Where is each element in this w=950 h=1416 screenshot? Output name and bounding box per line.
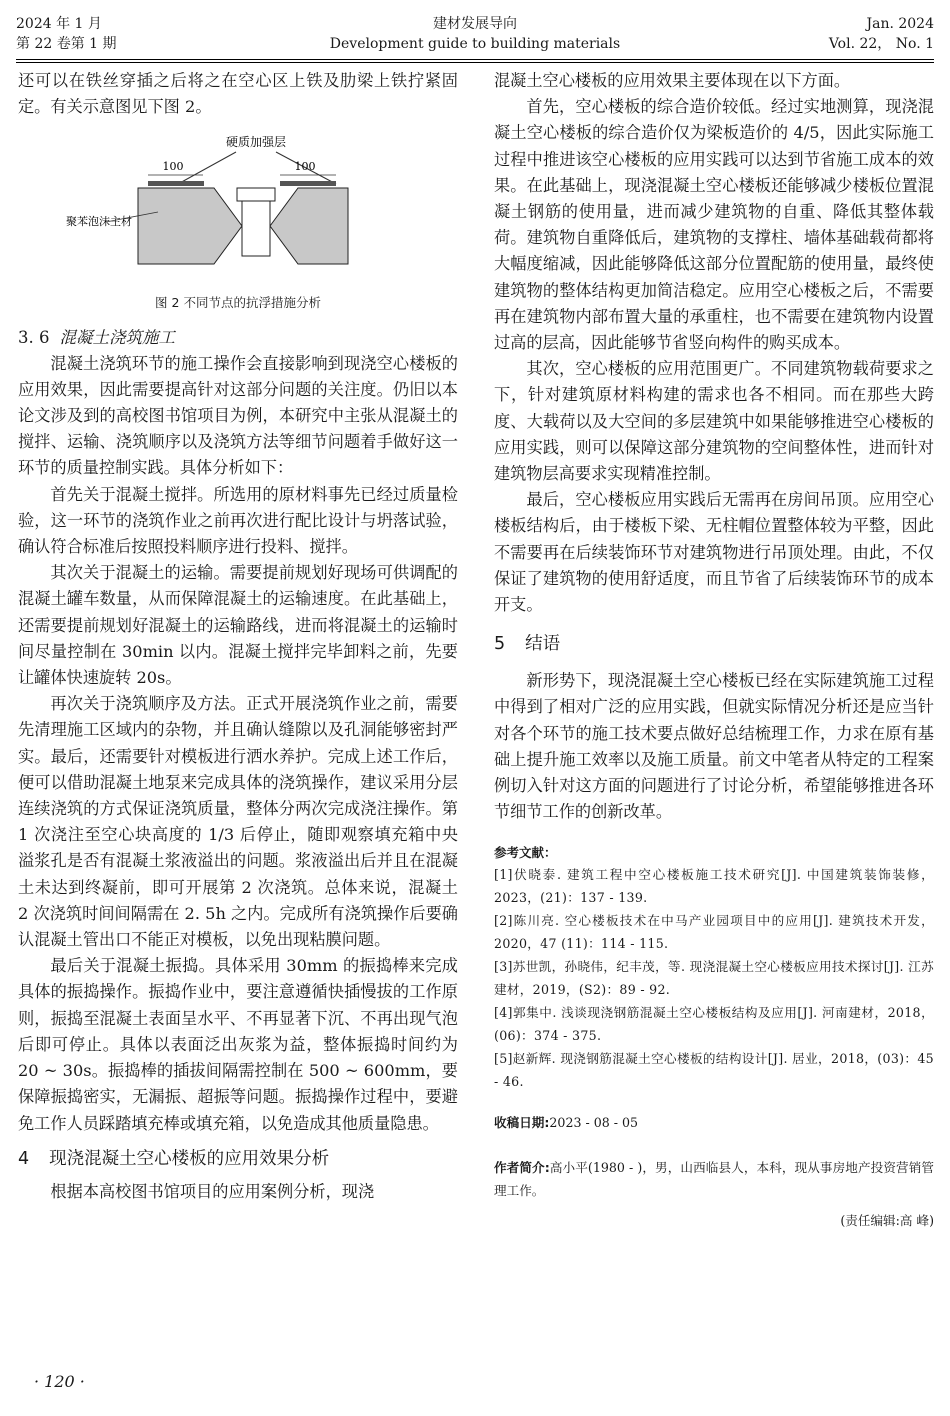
- section-heading-5: 5 结语: [494, 634, 561, 655]
- rib-cap: [237, 188, 275, 201]
- author-bio: 作者简介:高小平(1980 - )，男，山西临县人，本科，现从事房地产投资营销管理工作。: [494, 1160, 934, 1199]
- reinforcement-layer: [280, 181, 336, 186]
- reference-item: [1]伏晓泰. 建筑工程中空心楼板施工技术研究[J]. 中国建筑装饰装修，2023，(21)：137 - 139.: [494, 867, 934, 906]
- references-list: [494, 863, 934, 1093]
- left-column: [18, 68, 458, 1205]
- header-issue-en: Jan. 2024 Vol. 22， No. 1: [828, 16, 934, 52]
- section-heading-3-6: 3. 6 混凝土浇筑施工: [18, 327, 175, 347]
- section-heading-4: 4 现浇混凝土空心楼板的应用效果分析: [18, 1148, 330, 1169]
- header-journal: 建材发展导向 Development guide to building materials: [329, 16, 621, 52]
- paragraph: 首先，空心楼板的综合造价较低。经过实地测算，现浇混凝土空心楼板的综合造价仅为梁板造价的 4/5，因此实际施工过程中推进该空心楼板的应用实践可以达到节省施工成本的效果。在此基础上，现浇混凝土空心楼板还能够减少楼板位置混凝土钢筋的使用量，进而减少建筑物的自重、降低其整体载荷。建筑物自重降低后，建筑物的支撑柱、墙体基础载荷都将大幅度缩减，因此能够降低这部分位置配筋的使用量，最终使建筑物的整体结构更加简洁稳定。应用空心楼板之后，不需要再在建筑物内部布置大量的承重柱，也不需要在建筑物内设置过高的层高，因此能够节省竖向构件的购买成本。: [494, 97, 934, 353]
- received-date: 收稿日期:2023 - 08 - 05: [494, 1115, 639, 1131]
- figure-2-diagram: [18, 126, 458, 286]
- reference-item: [2]陈川亮. 空心楼板技术在中马产业园项目中的应用[J]. 建筑技术开发，2020，47 (11)：114 - 115.: [494, 913, 934, 952]
- responsible-editor: (责任编辑:高 峰): [840, 1213, 934, 1229]
- foam-block-left: [138, 188, 242, 264]
- right-column: [494, 68, 934, 1235]
- paragraph: 首先关于混凝土搅拌。所选用的原材料事先已经过质量检验，这一环节的浇筑作业之前再次进行配比设计与坍落试验，确认符合标准后按照投料顺序进行投料、搅拌。: [18, 484, 458, 557]
- figure-label-foam: 聚苯泡沫主材: [66, 215, 132, 229]
- references-title: 参考文献：: [494, 845, 557, 861]
- paragraph: 根据本高校图书馆项目的应用案例分析，现浇: [50, 1181, 375, 1201]
- paragraph: 最后关于混凝土振捣。具体采用 30mm 的振捣棒来完成具体的振捣操作。振捣作业中，要注意遵循快插慢拔的工作原则，振捣至混凝土表面呈水平、不再显著下沉、不再出现气泡后即可停止。具体以表面泛出灰浆为益，整体振捣时间约为 20 ~ 30s。振捣棒的插拔间隔需控制在 500 ~ 600mm，要保障振捣密实，无漏振、超振等问题。振捣操作过程中，要避免工作人员踩踏填充棒或填充箱，以免造成其他质量隐患。: [18, 956, 458, 1133]
- reference-item: [5]赵新辉. 现浇钢筋混凝土空心楼板的结构设计[J]. 居业，2018，(03)：45 - 46.: [494, 1051, 934, 1090]
- reference-item: [4]郭集中. 浅谈现浇钢筋混凝土空心楼板结构及应用[J]. 河南建材，2018，(06)：374 - 375.: [494, 1005, 934, 1044]
- header-divider: [16, 59, 934, 63]
- paragraph: 再次关于浇筑顺序及方法。正式开展浇筑作业之前，需要先清理施工区域内的杂物，并且确认缝隙以及孔洞能够密封严实。最后，还需要针对模板进行洒水养护。完成上述工作后，便可以借助混凝土地泵来完成具体的浇筑操作，建议采用分层连续浇筑的方式保证浇筑质量，整体分两次完成浇注操作。第 1 次浇注至空心块高度的 1/3 后停止，随即观察填充箱中央溢浆孔是否有混凝土浆液溢出的问题。浆液溢出后并且在混凝土未达到终凝前，即可开展第 2 次浇筑。总体来说，混凝土 2 次浇筑时间间隔需在 2. 5h 之内。完成所有浇筑操作后要确认混凝土管出口不能正对模板，以免出现粘膜问题。: [18, 694, 458, 950]
- paragraph: 混凝土浇筑环节的施工操作会直接影响到现浇空心楼板的应用效果，因此需要提高针对这部分问题的关注度。仍旧以本论文涉及到的高校图书馆项目为例，本研究中主张从混凝土的搅拌、运输、浇筑顺序以及浇筑方法等细节问题着手做好这一环节的质量控制实践。具体分析如下：: [18, 353, 458, 478]
- paragraph: 新形势下，现浇混凝土空心楼板已经在实际建筑施工过程中得到了相对广泛的应用实践，但就实际情况分析还是应当针对各个环节的施工技术要点做好总结梳理工作，力求在原有基础上提升施工效率以及施工质量。前文中笔者从特定的工程案例切入针对这方面的问题进行了讨论分析，希望能够推进各环节细节工作的创新改革。: [494, 671, 934, 822]
- paragraph: 其次，空心楼板的应用范围更广。不同建筑物载荷要求之下，针对建筑原材料构建的需求也各不相同。而在那些大跨度、大载荷以及大空间的多层建筑中如果能够推进空心楼板的应用实践，则可以保障这部分建筑物的空间整体性，进而针对建筑物层高要求实现精准控制。: [494, 359, 934, 484]
- paragraph: 最后，空心楼板应用实践后无需再在房间吊顶。应用空心楼板结构后，由于楼板下梁、无柱帽位置整体较为平整，因此不需要再在后续装饰环节对建筑物进行吊顶处理。由此，不仅保证了建筑物的使用舒适度，而且节省了后续装饰环节的成本开支。: [494, 490, 934, 615]
- figure-label-reinforcement: 硬质加强层: [225, 135, 287, 150]
- dimension-left: 100: [162, 160, 184, 174]
- paragraph: 其次关于混凝土的运输。需要提前规划好现场可供调配的混凝土罐车数量，从而保障混凝土的运输速度。在此基础上，还需要提前规划好混凝土的运输路线，进而将混凝土的运输时间尽量控制在 30min 以内。混凝土搅拌完毕卸料之前，先要让罐体快速旋转 20s。: [18, 563, 458, 688]
- running-header: [16, 14, 934, 58]
- foam-block-right: [270, 188, 348, 264]
- rib-beam: [242, 201, 270, 256]
- reinforcement-layer: [148, 181, 204, 186]
- reference-item: [3]苏世凯，孙晓伟，纪丰茂，等. 现浇混凝土空心楼板应用技术探讨[J]. 江苏建材，2019，(S2)：89 - 92.: [494, 959, 934, 998]
- leader-line: [178, 152, 236, 184]
- figure-caption: 图 2 不同节点的抗浮措施分析: [155, 295, 321, 311]
- paragraph: 还可以在铁丝穿插之后将之在空心区上铁及肋梁上铁拧紧固定。有关示意图见下图 2。: [18, 71, 458, 117]
- page-number: · 120 ·: [34, 1372, 85, 1391]
- header-issue-cn: 2024 年 1 月 第 22 卷第 1 期: [16, 16, 117, 52]
- paragraph: 混凝土空心楼板的应用效果主要体现在以下方面。: [494, 71, 851, 90]
- figure-2: [18, 126, 458, 286]
- dimension-right: 100: [294, 160, 316, 174]
